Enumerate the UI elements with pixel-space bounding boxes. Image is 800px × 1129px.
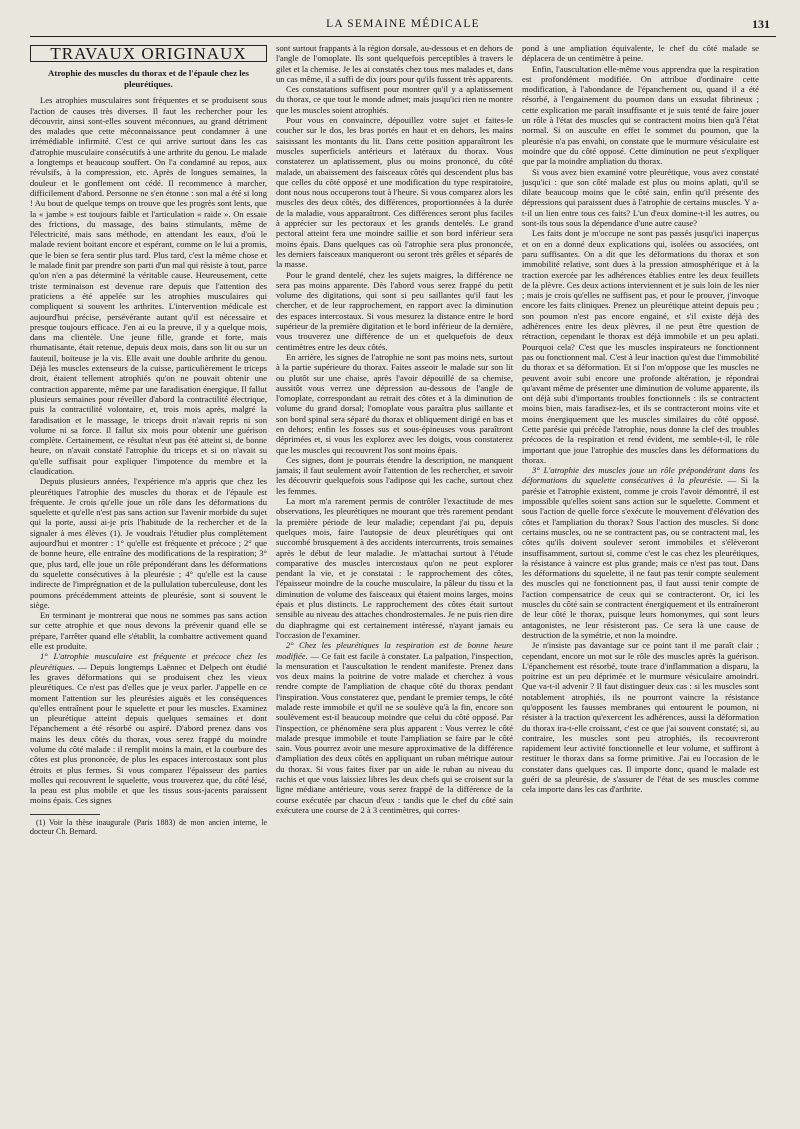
paragraph: Les faits dont je m'occupe ne sont pas passés jusqu'ici inaperçus et on en a donné deux explications qui, isolées ou associées, ont paru suffisantes. On a dit que les déformations du thorax et son immobilité relative, sont dues à la pression atmosphérique et à la traction exercée par les adhérences établies entre les deux feuillets de la plèvre. Ces deux actions interviennent et je suis loin de les nier ; mais je crois qu'elles ne suffisent pas, et pour le prouver, j'invoque encore les faits cliniques. Prenez un pleurétique atteint depuis peu ; son poumon n'est pas encore engainé, et s'il existe déjà des adhérences entre les deux plèvres, il ne peut être question de rétraction, cependant le thorax est déjà immobile et un peu aplati. Pourquoi cela? C'est que les muscles inspirateurs ne fonctionnent pas ou fonctionnent mal. C'est à leur inaction qu'est due l'immobilité du thorax et sa déformation. Et si l'on m'oppose que les muscles ne peuvent avoir subi encore une profonde altération, je répondrai qu'avant même de présenter une diminution de volume apparente, ils ont déjà subi d'importants troubles fonctionnels : ils se contractent moins bien, mais faradisez-les, et ils se contracteront moins vite et moins énergiquement que les muscles similaires du côté opposé. Cette parésie qui précède l'atrophie, nous donne la clef des troubles précoces de la respiration et rend évident, me semble-t-il, le rôle important que joue l'atrophie des muscles dans les déformations du thorax.	[522, 228, 759, 465]
paragraph-text: — Depuis longtemps Laënnec et Delpech ont étudié les graves déformations qui se produisent chez les vieux pleurétiques. Ce n'est pas d'elles que je veux parler. J'appelle en ce moment l'attention sur les pleurésies aiguës et les conséquences qu'elles entraînent pour le squelette et pour les muscles. Examinez un pleurétique atteint depuis quelques semaines et dont l'épanchement a été résorbé ou aspiré. D'abord prenez dans vos mains les deux côtés du thorax, vous serez frappé du moindre volume du côté malade : il remplit moins la main, et la courbure des côtes est plus prononcée, de plus les espaces intercostaux sont plus étroits et plus fermes. Si vous comparez l'épaisseur des parties molles qui recouvrent le squelette, vous trouverez que, du côté lésé, la peau est plus mobile et que les tissus sous-jacents paraissent moins épais. Ces signes	[30, 661, 267, 806]
paragraph: Les atrophies musculaires sont fréquentes et se produisent sous l'action de causes très diverses. Il faut les rechercher pour les découvrir, ainsi sont-elles souvent méconnues, au grand détriment des malades que cette méconnaissance peut condamner à une irrémédiable infirmité. C'est ce qui arrive surtout dans les cas d'atrophie musculaire consécutifs à une arthrite du genou. Le malade a longtemps et beaucoup souffert. On l'a condamné au repos, aux révulsifs, à la compression, etc. Après de longues semaines, la douleur et le gonflement ont cédé. Il recommence à marcher, difficilement d'abord. Personne ne s'en étonne : son mal a été si long ! Au bout de quelque temps on trouve que les progrès sont lents, que la « jambe » est toujours faible et l'articulation « raide ». On essaie des frictions, du massage, des bains stimulants, même de l'électricité, mais sans méthode, en attendant les eaux, d'où le malade revient boitant encore et espérant, comme on le lui a promis, que le bien se fera sentir plus tard. Plus tard, c'est la même chose et le malade finit par prendre son parti d'un mal qui résiste à tout, parce qu'on n'en a pas déterminé la véritable cause. Heureusement, cette triste terminaison est devenue rare depuis que l'attention des praticiens a été appelée sur les atrophies musculaires qui compliquent si souvent les arthrites. L'intervention médicale est aujourd'hui précise, persévérante autant qu'il est nécessaire et presque toujours efficace. J'en ai eu la preuve, il y a quelque mois, dans ma clientèle. Une jeune fille, grande et forte, mais rhumatisante, était retenue, depuis deux mois, dans son lit ou sur un fauteuil, boiteuse je la vis. Elle avait une double arthrite du genou. Déjà les muscles extenseurs de la cuisse, particulièrement le triceps droit, étaient tellement atrophiés qu'on ne pouvait obtenir une contraction apparente, même par une faradisation énergique. Il fallut plusieurs semaines pour réveiller d'abord la contractilité électrique, puis la contractilité volontaire, et, trois mois après, malgré la faradisation et le massage, le triceps droit n'avait repris ni son volume ni sa force. Il fallut six mois pour obtenir une guérison complète. Certainement, ce résultat n'eut pas été atteint si, de bonne heure, on n'avait constaté l'atrophie du triceps et si on n'avait su qu'elle suffisait pour expliquer l'impotence du membre et la claudication.	[30, 95, 267, 476]
page-number: 131	[752, 17, 770, 31]
paragraph: Ces constatations suffisent pour montrer qu'il y a aplatissement du thorax, ce que tout le monde admet; mais jusqu'ici rien ne montre que les muscles soient atrophiés.	[276, 84, 513, 115]
paragraph: Depuis plusieurs années, l'expérience m'a appris que chez les pleurétiques l'atrophie des muscles du thorax et de l'épaule est fréquente. Je crois qu'elle joue un rôle dans les déformations du squelette et qu'elle n'est pas sans action sur l'avenir morbide du sujet qui la porte, aussi ai-je pris l'habitude de la rechercher et de la signaler à mes élèves (1). Je voudrais l'étudier plus complètement aujourd'hui et montrer : 1° qu'elle est fréquente et précoce ; 2° que de bonne heure, elle entraîne des modifications de la respiration; 3° que, plus tard, elle joue un rôle prépondérant dans les déformations du squelette consécutives à la pleurésie ; 4° qu'elle est la cause indirecte de l'imprégnation et de la pullulation tuberculeuse, dont les poumons précédemment atteints de pleurésie, sont si souvent le siège.	[30, 476, 267, 610]
page-header	[30, 14, 776, 37]
paragraph	[522, 465, 759, 640]
paragraph: Pour vous en convaincre, dépouillez votre sujet et faites-le coucher sur le dos, les bras portés en haut et en dehors, les mains saisissant les montants du lit. Dans cette position apparaîtront les muscles superficiels antérieurs et latéraux du thorax. Vous constaterez un aplatissement, plus ou moins prononcé, du côté malade, un abaissement des faisceaux côtés qui descendent plus bas que celles du côté opposé et une modification du type respiratoire, dont nous nous occuperons tout à l'heure. Si vous comparez alors les muscles des deux côtés, des différences, proportionnées à la durée de la maladie, vous apparaîtront. Ces différences seront plus faciles à apprécier sur les pectoraux et les grands dentelés. Le grand pectoral atteint fera une moindre saillie et son bord inférieur sera moins épais. Dans quelques cas où l'atrophie sera plus prononcée, les derniers faisceaux manqueront ou seront très grêles et séparés de la masse.	[276, 115, 513, 270]
section-title: TRAVAUX ORIGINAUX	[30, 45, 267, 62]
paragraph: En terminant je montrerai que nous ne sommes pas sans action sur cette atrophie et que nous devons la prévenir quand elle se prépare, l'arrêter quand elle s'établit, la combattre activement quand elle est produite.	[30, 610, 267, 652]
paragraph: Je n'insiste pas davantage sur ce point tant il me paraît clair ; cependant, encore un mot sur le rôle des muscles après la guérison. L'épanchement est résorbé, toute trace d'inflammation a disparu, la poitrine est un peu déprimée et le murmure vésiculaire amoindri. Que va-t-il advenir ? Il faut distinguer deux cas : si les muscles sont notablement atrophiés, ils ne pourront vaincre la résistance qu'opposent les fausses membranes qui entourent le poumon, ni résister à la traction qu'exercent les adhérences, aussi la déformation du thorax ira-t-elle croissant, c'est ce que j'ai souvent constaté; si, au contraire, les muscles sont peu atrophiés, ils recouvreront rapidement leur activité fonctionnelle et leur volume, et suffiront à restituer le thorax dans sa forme primitive. J'ai eu l'occasion de le constater dans quelques cas. Il importe donc, quand le malade est guéri de sa pleurésie, de s'assurer de l'état de ses muscles comme cela importe dans les cas d'arthrite.	[522, 640, 759, 795]
paragraph	[276, 640, 513, 815]
column-2	[276, 43, 513, 837]
paragraph: La mort m'a rarement permis de contrôler l'exactitude de mes observations, les pleurétiques ne mourant que très rarement pendant la première période de leur maladie; cependant j'ai pu, depuis quelques mois, faire l'autopsie de deux pleurétiques qui ont succombé brusquement à des accidents intercurrents, trois semaines après le début de leur maladie. Je m'attachai surtout à l'étude comparative des muscles intercostaux qu'on ne peut explorer pendant la vie, et je constatai : le rapprochement des côtes, l'épaisseur moindre de la couche musculaire, la pâleur du tissu et la diminution de volume des faisceaux qui étaient moins larges, moins épais et plus distincts. Le rapprochement des côtes était surtout sensible au niveau des attaches chondrosternales. Je ne puis rien dire du diaphragme qui est certainement intéressé, n'ayant jamais eu l'occasion de l'examiner.	[276, 496, 513, 640]
paragraph: pond à une ampliation équivalente, le chef du côté malade se déplacera de un centimètre à peine.	[522, 43, 759, 64]
column-3	[522, 43, 759, 837]
paragraph: Enfin, l'auscultation elle-même vous apprendra que la respiration est profondément modifiée. On attribue d'ordinaire cette modification, à l'abondance de l'épanchement ou, quand il a été résorbé, à l'engainement du poumon dans un exsudat fibrineux ; cette explication me paraît insuffisante et je suis tenté de faire jouer un rôle à l'état des muscles qui se contractent moins bien qu'à l'état normal. Si on ausculte en effet le sommet du poumon, que la pleurésie n'a pas envahi, on constate que le murmure vésiculaire est moindre que du côté opposé. Cette diminution ne peut s'expliquer que par la moindre ampliation du thorax.	[522, 63, 759, 167]
article-title: Atrophie des muscles du thorax et de l'épaule chez les pleurétiques.	[48, 68, 249, 89]
paragraph-text: — Ce fait est facile à constater. La palpation, l'inspection, la mensuration et l'auscultation le rendent manifeste. Prenez dans vos deux mains la poitrine de votre malade et cherchez à vous rendre compte de l'ampliation de chaque côté du thorax pendant l'inspiration. Vous constaterez que, pendant le premier temps, le côté malade reste immobile et qu'il ne se soulève qu'à la fin, encore son soulèvement est-il beaucoup moindre que celui du côté opposé. Par l'inspection, ce phénomène sera plus apparent : Vous verrez le côté malade presque immobile et toute l'ampliation se faire par le côté sain. Vous pourrez avoir une mesure approximative de la différence d'ampliation des deux côtés en appliquant un ruban métrique autour du thorax. Si vous faites fixer par un aide le ruban au niveau du rachis et que vous laissiez libres les deux chefs qui se croisent sur la ligne médiane antérieure, vous serez frappé de la différence de la course exécutée par chacun d'eux : tandis que le chef du côté sain exécutera une course de 2 à 3 centimètres, qui corres-	[276, 650, 513, 815]
paragraph: sont surtout frappants à la région dorsale, au-dessous et en dehors de l'angle de l'omoplate. Ils sont quelquefois perceptibles à travers le gilet et la chemise. Je les ai constatés chez tous mes malades et, dans un cas même, il a suffi de dix jours pour qu'ils fussent très apparents.	[276, 43, 513, 84]
running-title: LA SEMAINE MÉDICALE	[326, 18, 480, 30]
text-columns	[30, 43, 776, 837]
column-1	[30, 43, 267, 837]
paragraph: Ces signes, dont je pourrais étendre la description, ne manquent jamais; il faut seulement avoir l'attention de les rechercher, et savoir les découvrir quelquefois sous l'adipose qui les cache, surtout chez les femmes.	[276, 454, 513, 496]
paragraph: En arrière, les signes de l'atrophie ne sont pas moins nets, surtout à la partie supérieure du thorax. Faites asseoir le malade sur son lit ou plutôt sur une chaise, après l'avoir dépouillé de sa chemise, aussitôt vous verrez une dépression au-dessous de l'angle de l'omoplate, correspondant au retrait des côtes et à la diminution de volume du grand dorsal; l'omoplate vous paraîtra plus saillante et son bord spinal sera séparé du thorax et obliquement dirigé en bas et en dehors; enfin les fosses sus et sous-épineuses vous paraîtront déprimées et, si vous les explorez avec les doigts, vous constaterez que les muscles qui recouvrent l'os sont moins épais.	[276, 351, 513, 455]
paragraph: Si vous avez bien examiné votre pleurétique, vous avez constaté jusqu'ici : que son côté malade est plus ou moins aplati, qu'il se dilate beaucoup moins que le côté sain, enfin qu'il présente des dépressions qui paraissent dues à l'atrophie de certains muscles. Y a-t-il un lien entre tous ces faits? L'un d'eux domine-t-il les autres, ou sont-ils tous sous la dépendance d'une autre cause?	[522, 166, 759, 229]
paragraph: Pour le grand dentelé, chez les sujets maigres, la différence ne sera pas moins apparente. Dès l'abord vous serez frappé du petit volume des digitations, qui sont si peu saillantes qu'il faut les chercher, et de leur rapprochement, en rapport avec la diminution des espaces intercostaux. Si vous mesurez la distance entre le bord supérieur de la première digitation et le bord inférieur de la dernière, vous trouverez une différence de un et quelquefois de deux centimètres entre les deux côtés.	[276, 269, 513, 352]
footnote-rule	[30, 814, 100, 815]
paragraph-text: — Si la parésie et l'atrophie existent, comme je crois l'avoir démontré, il est impossible qu'elles soient sans action sur le squelette. Comment et sous l'action de quelle force s'exécute le mouvement d'élévation des côtes et l'ampliation du thorax? Sous l'action des muscles. Si donc certains muscles, ou ne se contractent pas, ou se contractent mal, les côtes qu'ils doivent soulever seront immobiles et s'élèveront insuffisamment, surtout si, comme c'est le cas chez les pleurétiques, la résistance à vaincre est plus grande; mais ce n'est pas tout. Dans les déformations du squelette, il ne faut pas tenir compte seulement des muscles qui ne fonctionnent pas, il faut aussi tenir compte de l'action compensatrice de ceux qui se contracteront. Or, ici les muscles du côté sain se contractent énergiquement et ils entraîneront de leur côté le thorax, puisque leurs homonymes, qui sont leurs antagonistes, ne leur résisteront pas. Ce sera là une cause de destruction de la symétrie, et non la moindre.	[522, 475, 759, 640]
subheading: 1° L'atrophie musculaire est fréquente et précoce chez les pleurétiques.	[30, 651, 267, 672]
paragraph	[30, 651, 267, 805]
footnote: (1) Voir la thèse inaugurale (Paris 1883) de mon ancien interne, le docteur Ch. Bernard.	[30, 817, 267, 837]
subheading: 2° Chez les pleurétiques la respiration est de bonne heure modifiée.	[276, 640, 513, 661]
subheading: 3° L'atrophie des muscles joue un rôle prépondérant dans les déformations du squelette consécutives à la pleurésie.	[522, 465, 759, 486]
